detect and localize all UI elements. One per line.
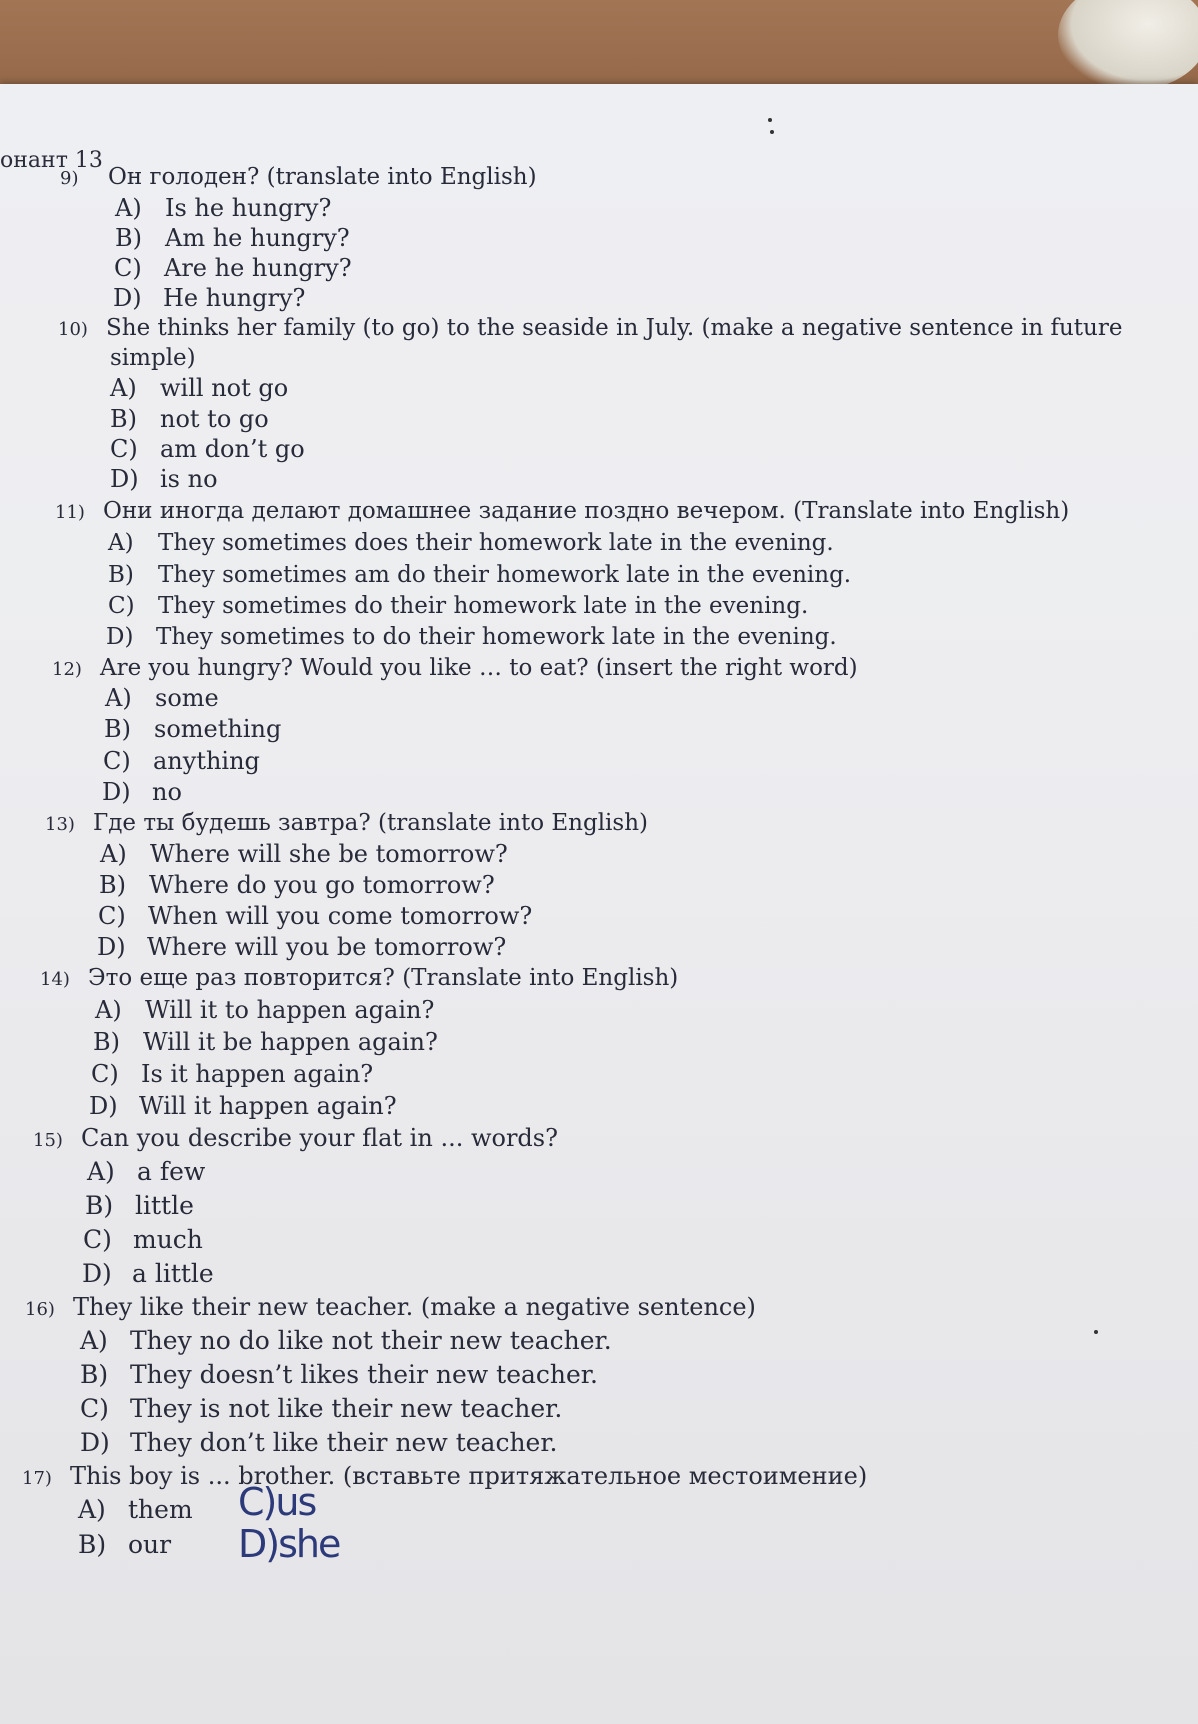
option-16b: B) They doesn’t likes their new teacher. <box>80 1360 598 1389</box>
option-10c: C) am don’t go <box>110 435 305 463</box>
option-12d: D) no <box>102 778 182 806</box>
handwritten-option-c: C)us <box>238 1480 316 1524</box>
option-16d: D) They don’t like their new teacher. <box>80 1428 558 1457</box>
question-12: 12) Are you hungry? Would you like … to eat? (insert the right word) <box>52 655 858 681</box>
option-15a: A) a few <box>87 1157 206 1186</box>
option-9a: A) Is he hungry? <box>115 194 332 222</box>
option-9c: C) Are he hungry? <box>114 254 352 282</box>
option-11b: B) They sometimes am do their homework late in the evening. <box>108 562 852 588</box>
option-9b: B) Am he hungry? <box>115 224 350 252</box>
option-11d: D) They sometimes to do their homework late in the evening. <box>106 624 837 650</box>
option-16c: C) They is not like their new teacher. <box>80 1394 563 1423</box>
option-10b: B) not to go <box>110 405 269 433</box>
stray-mark <box>768 118 772 122</box>
option-14a: A) Will it to happen again? <box>95 996 435 1024</box>
question-14: 14) Это еще раз повторится? (Translate into English) <box>40 965 679 991</box>
question-15: 15) Can you describe your flat in ... words? <box>33 1124 558 1152</box>
option-11c: C) They sometimes do their homework late in the evening. <box>108 593 809 619</box>
question-10-continued: simple) <box>110 345 196 371</box>
option-14c: C) Is it happen again? <box>91 1060 374 1088</box>
option-13a: A) Where will she be tomorrow? <box>100 840 508 868</box>
option-14b: B) Will it be happen again? <box>93 1028 438 1056</box>
option-17a: A) them <box>78 1495 193 1524</box>
option-13d: D) Where will you be tomorrow? <box>97 933 507 961</box>
variant-label: онант 13 <box>0 148 103 173</box>
question-10: 10) She thinks her family (to go) to the seaside in July. (make a negative sentence in future <box>58 315 1123 341</box>
option-13c: C) When will you come tomorrow? <box>98 902 533 930</box>
question-11: 11) Они иногда делают домашнее задание поздно вечером. (Translate into English) <box>55 498 1070 524</box>
question-13: 13) Где ты будешь завтра? (translate into English) <box>45 810 648 836</box>
option-15c: C) much <box>83 1225 203 1254</box>
option-15b: B) little <box>85 1191 194 1220</box>
question-17: 17) This boy is ... brother. (вставьте притяжательное местоимение) <box>22 1462 868 1490</box>
option-12c: C) anything <box>103 747 260 775</box>
option-12a: A) some <box>105 684 219 712</box>
option-13b: B) Where do you go tomorrow? <box>99 871 495 899</box>
option-14d: D) Will it happen again? <box>89 1092 397 1120</box>
stray-mark <box>770 130 774 134</box>
option-9d: D) He hungry? <box>113 284 306 312</box>
stray-mark <box>1094 1330 1098 1334</box>
handwritten-option-d: D)she <box>238 1522 340 1566</box>
option-12b: B) something <box>104 715 282 743</box>
option-17b: B) our <box>78 1530 172 1559</box>
option-10a: A) will not go <box>110 374 289 402</box>
option-16a: A) They no do like not their new teacher. <box>80 1326 612 1355</box>
question-16: 16) They like their new teacher. (make a negative sentence) <box>25 1293 756 1321</box>
option-15d: D) a little <box>82 1259 214 1288</box>
question-9: 9) Он голоден? (translate into English) <box>60 164 537 190</box>
option-10d: D) is no <box>110 465 218 493</box>
option-11a: A) They sometimes does their homework late in the evening. <box>108 530 834 556</box>
